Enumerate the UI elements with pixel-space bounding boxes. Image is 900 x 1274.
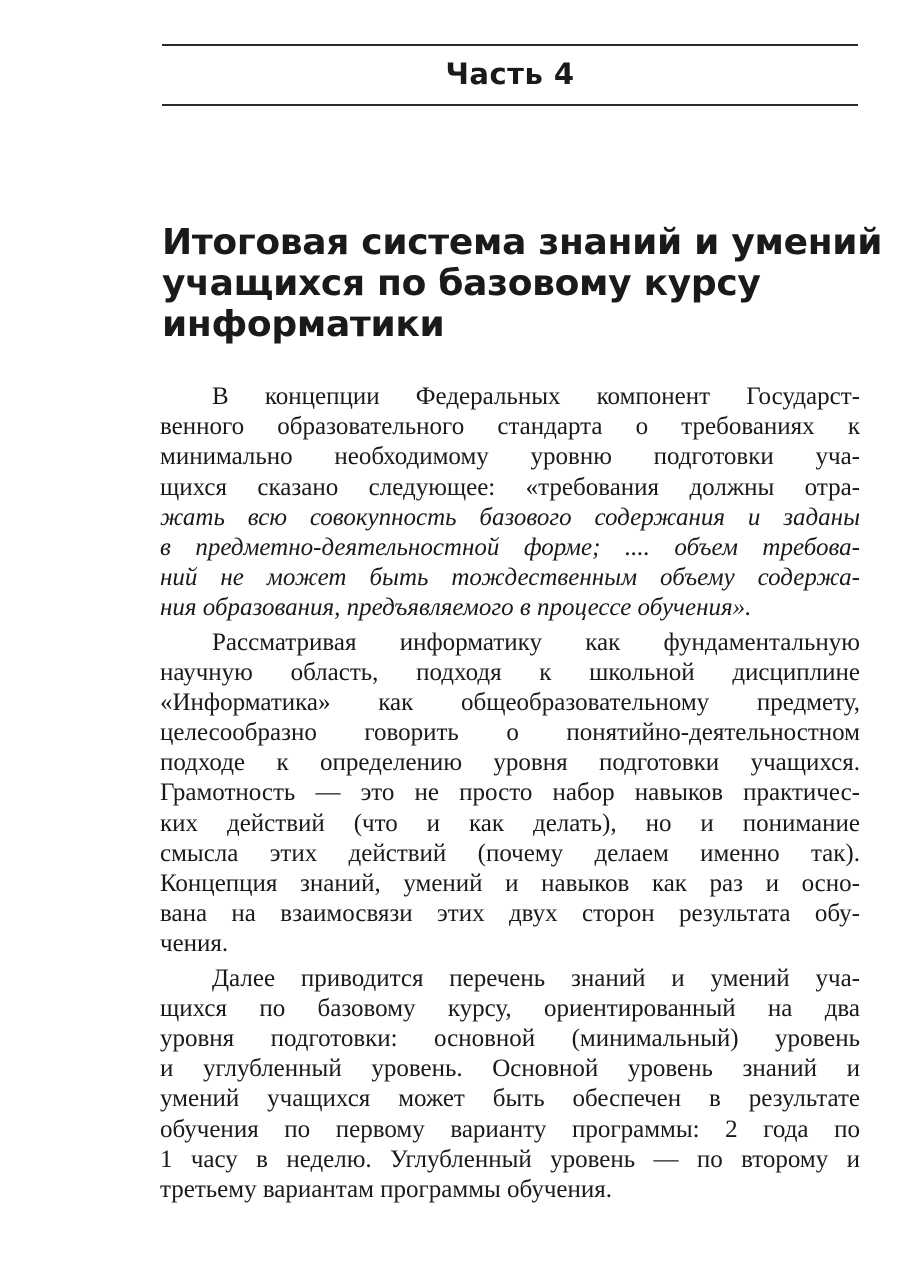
text-line: подходе к определению уровня подготовки учащихся. (160, 749, 860, 777)
chapter-title-line: информатики (162, 304, 445, 345)
text-line: смысла этих действий (почему делаем именно так). (160, 839, 860, 867)
text-line-italic: ний не может быть тождественным объему содержа- (160, 564, 860, 592)
text-line-italic: ния образования, предъявляемого в процессе обучения». (160, 594, 752, 622)
text-line: В концепции Федеральных компонент Государст- (212, 383, 860, 410)
header-rule-top (162, 44, 858, 46)
chapter-title (162, 222, 883, 345)
text-line: чения. (160, 930, 229, 958)
text-line: ких действий (что и как делать), но и понимание (160, 809, 860, 837)
text-line: третьему вариантам программы обучения. (160, 1175, 613, 1203)
text-line: щихся сказано следующее: «требования должны отра- (160, 473, 860, 501)
part-label: Часть 4 (445, 57, 575, 91)
paragraph-levels (160, 964, 860, 1206)
text-line: щихся по базовому курсу, ориентированный на два (160, 994, 860, 1022)
text-line: «Информатика» как общеобразовательному предмету, (160, 688, 860, 716)
text-line: Концепция знаний, умений и навыков как раз и осно- (160, 870, 860, 897)
text-line: Грамотность — это не просто набор навыков практичес- (160, 779, 860, 807)
text-line: и углубленный уровень. Основной уровень знаний и (160, 1055, 860, 1083)
header-rule-bottom (162, 104, 858, 106)
paragraph-informatics (160, 628, 860, 960)
text-line: целесообразно говорить о понятийно-деятельностном (160, 719, 860, 747)
text-line: вана на взаимосвязи этих двух сторон результата обу- (160, 900, 860, 928)
text-line: научную область, подходя к школьной дисциплине (160, 658, 860, 686)
text-line: Рассматривая информатику как фундаментальную (212, 628, 860, 656)
text-line: 1 часу в неделю. Углубленный уровень — по второму и (160, 1145, 860, 1173)
text-line-italic: жать всю совокупность базового содержания и заданы (160, 503, 860, 531)
body-text (160, 382, 860, 1205)
text-line: Далее приводится перечень знаний и умений уча- (212, 964, 860, 992)
text-line: умений учащихся может быть обеспечен в результате (160, 1085, 860, 1113)
text-line: уровня подготовки: основной (минимальный) уровень (160, 1024, 860, 1052)
text-line: обучения по первому варианту программы: 2 года по (160, 1115, 860, 1143)
text-line: минимально необходимому уровню подготовки уча- (160, 443, 860, 471)
chapter-title-line: учащихся по базовому курсу (162, 263, 761, 304)
chapter-title-line: Итоговая система знаний и умений (162, 222, 883, 263)
paragraph-concept (160, 382, 860, 624)
text-line-italic: в предметно-деятельностной форме; .... объем требова- (160, 533, 860, 561)
text-line: венного образовательного стандарта о требованиях к (160, 413, 860, 441)
